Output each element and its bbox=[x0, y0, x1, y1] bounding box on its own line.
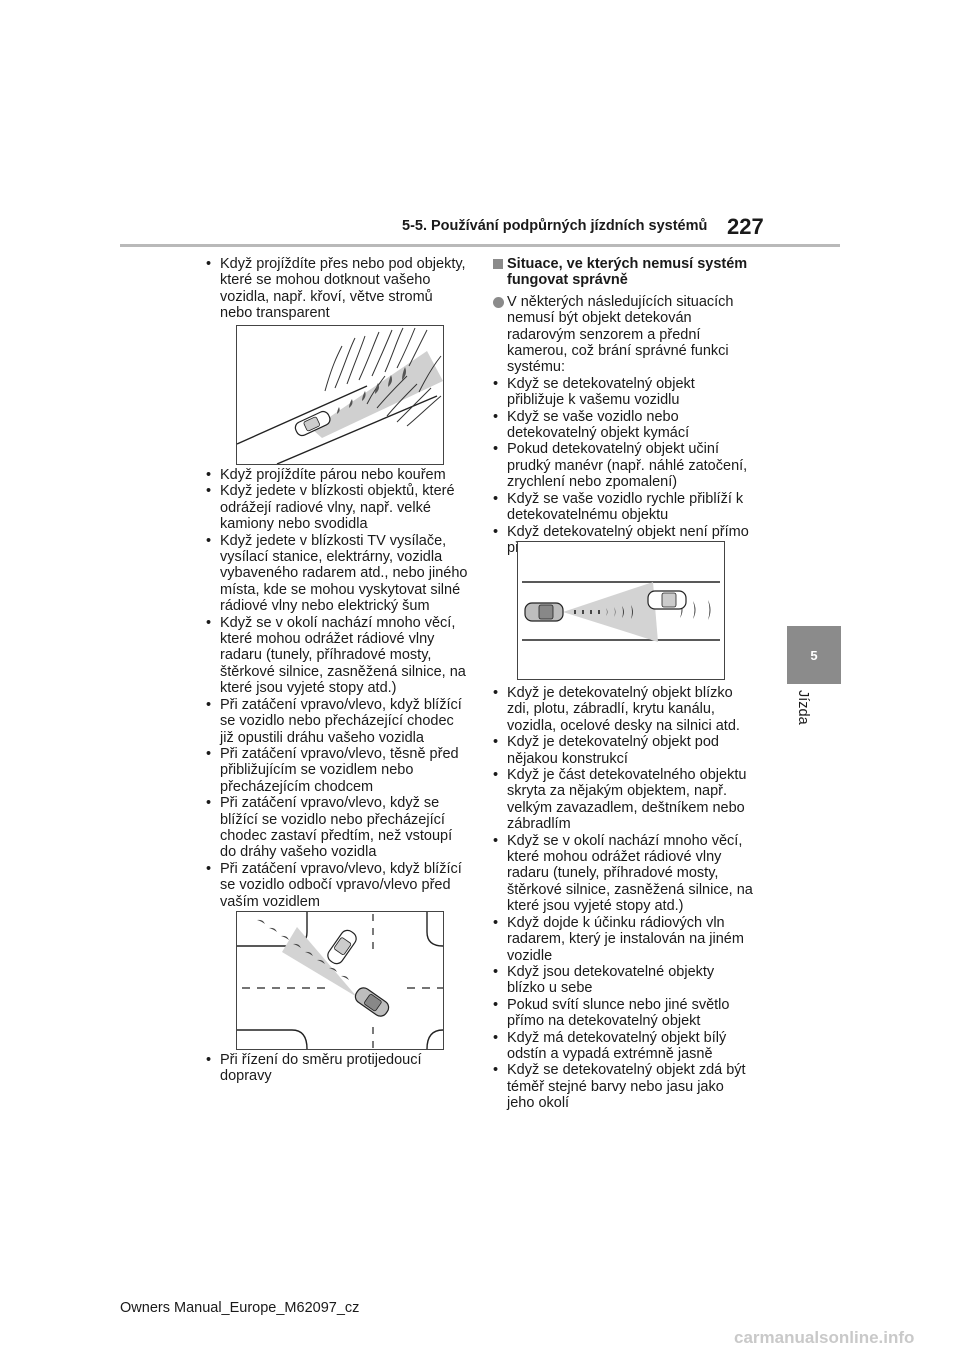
list-item: • Když jedete v blízkosti objektů, které odrážejí radiové vlny, např. velké kamiony nebo svodidla bbox=[206, 483, 468, 532]
list-item: • Když se v okolí nachází mnoho věcí, které mohou odrážet rádiové vlny radaru (tunely, příhradové mosty, štěrkové silnice, zasněžená silnice, na které jsou vyjeté stopy atd.) bbox=[206, 615, 468, 697]
left-top-list bbox=[206, 256, 468, 322]
figure-lane-offset bbox=[517, 541, 725, 680]
list-item: • Když dojde k účinku rádiových vln radarem, který je instalován na jiném vozidle bbox=[493, 915, 755, 964]
list-item: • Když jsou detekovatelné objekty blízko u sebe bbox=[493, 964, 755, 997]
list-item: • Když se vaše vozidlo nebo detekovatelný objekt kymácí bbox=[493, 409, 755, 442]
list-item: • Při zatáčení vpravo/vlevo, když blížící se vozidlo odbočí vpravo/vlevo před vaším vozidlem bbox=[206, 861, 468, 910]
chapter-tab bbox=[787, 626, 841, 684]
footer-manual-code: Owners Manual_Europe_M62097_cz bbox=[120, 1300, 360, 1316]
figure-intersection bbox=[236, 911, 444, 1050]
intro-text: V některých následujících situacích nemusí být objekt detekován radarovým senzorem a přední kamerou, což brání správné funkci systému: bbox=[507, 293, 734, 376]
square-bullet-icon bbox=[493, 259, 503, 269]
list-item: • Při zatáčení vpravo/vlevo, těsně před přibližujícím se vozidlem nebo přecházejícím chodcem bbox=[206, 746, 468, 795]
circle-bullet-icon bbox=[493, 297, 504, 308]
list-item: • Když je detekovatelný objekt blízko zdi, plotu, zábradlí, krytu kanálu, vozidla, ocelové desky na silnici atd. bbox=[493, 685, 755, 734]
list-item: • Když se v okolí nachází mnoho věcí, které mohou odrážet rádiové vlny radaru (tunely, příhradové mosty, štěrkové silnice, zasněžená silnice, na které jsou vyjeté stopy atd.) bbox=[493, 833, 755, 915]
list-item: • Když projíždíte přes nebo pod objekty, které se mohou dotknout vašeho vozidla, např. křoví, větve stromů nebo transparent bbox=[206, 256, 468, 322]
chapter-label bbox=[793, 690, 815, 750]
chapter-number: 5 bbox=[810, 647, 818, 663]
list-item: • Pokud svítí slunce nebo jiné světlo přímo na detekovatelný objekt bbox=[493, 997, 755, 1030]
list-item: • Když se detekovatelný objekt zdá být téměř stejné barvy nebo jasu jako jeho okolí bbox=[493, 1062, 755, 1111]
figure-bushes bbox=[236, 325, 444, 465]
section-heading-text: Situace, ve kterých nemusí systém fungovat správně bbox=[507, 256, 748, 289]
list-item: • Když se vaše vozidlo rychle přiblíží k detekovatelnému objektu bbox=[493, 491, 755, 524]
list-item: • Když jedete v blízkosti TV vysílače, vysílací stanice, elektrárny, vozidla vybaveného radarem atd., nebo jiného místa, kde se mohou vyskytovat silné rádiové vlny nebo elektrický šum bbox=[206, 533, 468, 615]
list-item: • Při zatáčení vpravo/vlevo, když se blížící se vozidlo nebo přecházející chodec zastaví předtím, než vstoupí do dráhy vašeho vozidla bbox=[206, 795, 468, 861]
list-item: • Pokud detekovatelný objekt učiní prudký manévr (např. náhlé zatočení, zrychlení nebo zpomalení) bbox=[493, 441, 755, 490]
section-title: 5-5. Používání podpůrných jízdních systémů bbox=[402, 218, 708, 234]
list-item: • Když je detekovatelný objekt pod nějakou konstrukcí bbox=[493, 734, 755, 767]
intro-paragraph bbox=[493, 294, 755, 376]
left-bottom-list bbox=[206, 1052, 468, 1085]
list-item: • Když má detekovatelný objekt bílý odstín a vypadá extrémně jasně bbox=[493, 1030, 755, 1063]
list-item: • Když detekovatelný objekt není přímo před vaším vozidlem bbox=[493, 524, 755, 557]
list-item: • Když projíždíte párou nebo kouřem bbox=[206, 467, 468, 483]
header-divider bbox=[120, 244, 840, 247]
chapter-title: Jízda bbox=[795, 690, 811, 725]
page-number: 227 bbox=[727, 214, 764, 239]
right-top-block bbox=[493, 256, 755, 556]
section-heading bbox=[493, 256, 755, 289]
list-item: • Při řízení do směru protijedoucí dopravy bbox=[206, 1052, 468, 1085]
list-item: • Když je část detekovatelného objektu skryta za nějakým objektem, např. velkým zavazadlem, deštníkem nebo zábradlím bbox=[493, 767, 755, 833]
list-item: • Při zatáčení vpravo/vlevo, když blížící se vozidlo nebo přecházející chodec již opustili dráhu vašeho vozidla bbox=[206, 697, 468, 746]
list-item: • Když se detekovatelný objekt přibližuje k vašemu vozidlu bbox=[493, 376, 755, 409]
left-middle-list bbox=[206, 467, 468, 910]
right-bottom-list bbox=[493, 685, 755, 1112]
watermark: carmanualsonline.info bbox=[734, 1328, 915, 1347]
